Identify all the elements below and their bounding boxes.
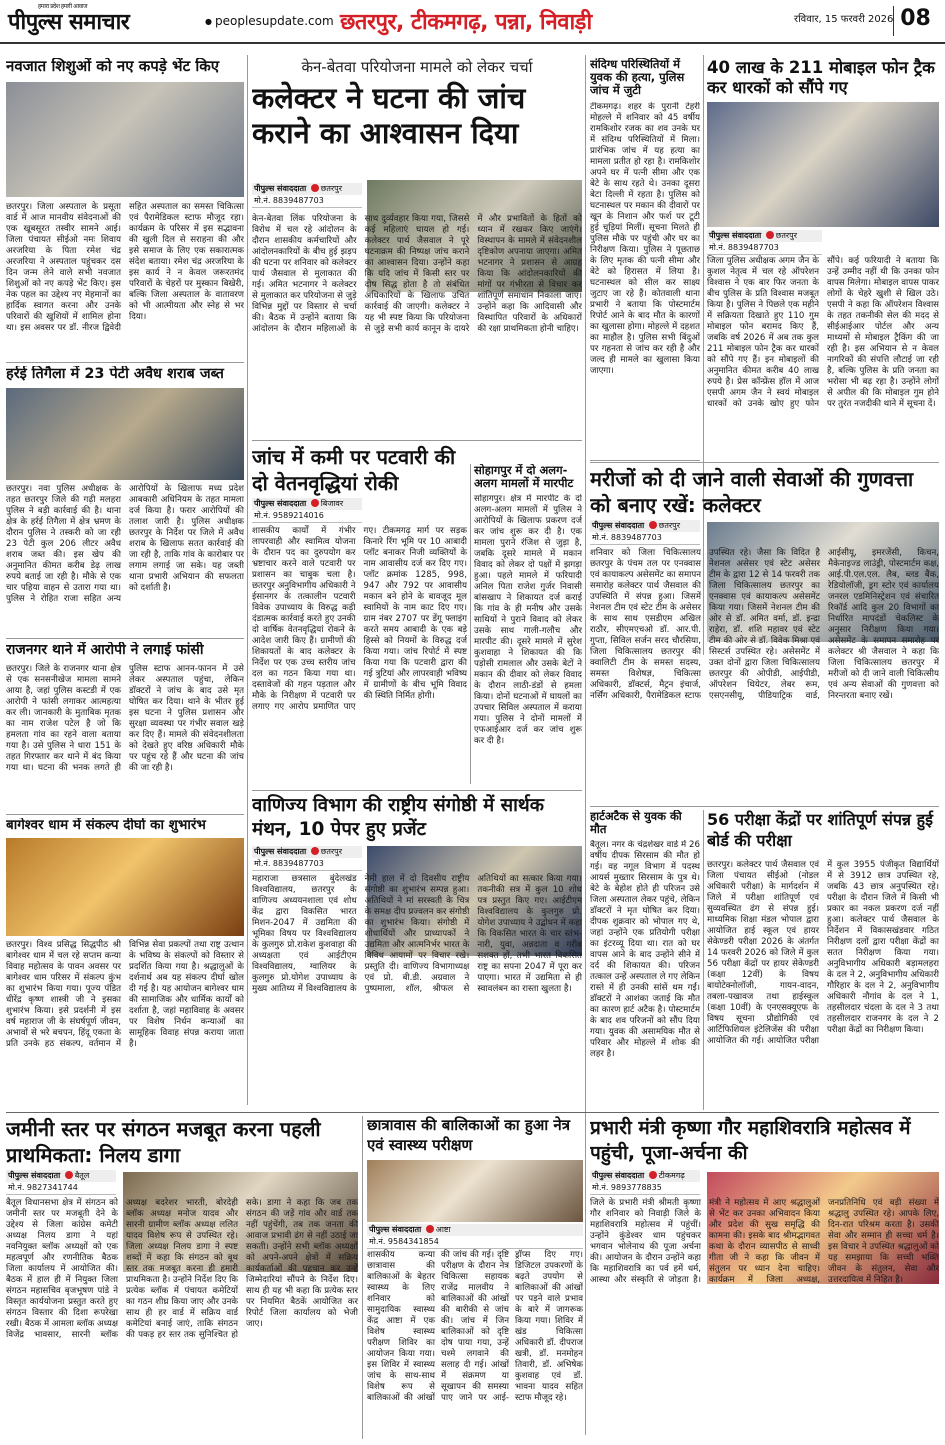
byline-place: छतरपुर — [320, 847, 342, 856]
article-bageshwar-dham — [6, 818, 244, 1108]
divider — [590, 460, 700, 461]
headline: हर्रई तिगैला में 23 पेटी अवैध शराब जब्त — [6, 366, 224, 382]
divider — [6, 362, 244, 363]
article-custody-suicide — [6, 642, 244, 812]
article-liquor-seizure — [6, 366, 244, 634]
article-congress-organisation — [6, 1116, 358, 1439]
article-body: छतरपुर। विश्व प्रसिद्ध सिद्धपीठ श्री बागेश्वर धाम में चल रहे सप्तम कन्या विवाह महोत्सव के पावन अवसर पर बागेश्वर धाम परिसर में संकल्प कुंभ का शुभारंभ किया गया। पूज्य पंडित धीरेंद्र कृष्ण शास्त्री जी ने इसका शुभारंभ किया। इसे प्रदर्शनी में इस वर्ष महाराज जी के संघर्षपूर्ण जीवन, अभावों से भरे बचपन, हिंदू एकता के प्रति उनके हठ संकल्प, वर्तमान में विभिन्न सेवा प्रकल्पों तथा राष्ट्र उत्थान के भविष्य के संकल्पों को विस्तार से प्रदर्शित किया गया है। श्रद्धालुओं के दर्शनार्थ अब यह संकल्प दीर्घा खोल दी गई है। यह आयोजन बागेश्वर धाम की सामाजिक और धार्मिक कार्यों को दर्शाता है, जहां महाविवाह के अवसर पर विशेष निर्धन कन्याओं का सामूहिक विवाह संपन्न कराया जाता है। — [6, 940, 244, 1049]
location-icon — [649, 521, 657, 529]
article-hospital-quality — [590, 466, 939, 801]
article-body: महाराजा छत्रसाल बुंदेलखंड विश्वविद्यालय, छतरपुर के वाणिज्य अध्ययनशाला एवं शोध केंद्र द्वारा विकसित भारत मिशन-2047 में उद्यमिता की भूमिका विषय पर विश्वविद्यालय के कुलगुरु प्रो.राकेश कुशवाहा की अध्यक्षता एवं आईटीएम विश्वविद्यालय, ग्वालियर के कुलगुरु प्रो.योगेश उपाध्याय के मुख्य आतिथ्य में विश्वविद्यालय के नेमी हाल में दो दिवसीय राष्ट्रीय संगोष्ठी का शुभारंभ सम्पन्न हुआ। अतिथियों ने मां सरस्वती के चित्र के समक्ष दीप प्रज्वलन कर संगोष्ठी का शुभारंभ किया। संगोष्ठी में शोधार्थियों और प्राध्यापकों ने उद्यमिता और आत्मनिर्भर भारत के विविध आयामों पर विचार रखे। प्रस्तुति दी। वाणिज्य विभागाध्यक्ष एवं प्रो. बी.डी. अग्रवाल ने पुष्पमाला, शॉल, श्रीफल से अतिथियों का सत्कार किया गया। तकनीकी सत्र में कुल 10 शोध पत्र प्रस्तुत किए गए। आईटीएम विश्वविद्यालय के कुलगुरु प्रो. योगेश उपाध्याय ने उद्बोधन में कहा कि विकसित भारत के चार स्तंभ- नारी, युवा, अन्नदाता व गरीब सशक्त हों, तभी भारत विकसित राष्ट्र का सपना 2047 में पूरा कर पाएगा। भारत में उद्यमिता से ही स्वावलंबन का रास्ता खुलता है। — [252, 874, 582, 994]
article-sohagpur-assault — [474, 464, 582, 784]
article-heart-attack — [590, 810, 700, 1110]
divider — [252, 440, 582, 441]
column-rule — [470, 464, 471, 784]
location-icon — [311, 184, 319, 192]
byline-mobile: मो.नं. 9827341744 — [6, 1182, 116, 1195]
article-commerce-seminar — [252, 794, 582, 1106]
byline-block — [707, 230, 822, 255]
headline: छात्रावास की बालिकाओं का हुआ नेत्र एवं स्वास्थ्य परीक्षण — [367, 1116, 570, 1154]
byline: पीपुल्स संवाददाता — [8, 1171, 61, 1180]
article-body: छतरपुर। जिले के राजनगर थाना क्षेत्र से एक सनसनीखेज मामला सामने आया है, जहां पुलिस कस्टडी में एक आरोपी ने फांसी लगाकर आत्महत्या कर ली। जानकारी के मुताबिक मृतक का नाम राजेश पटेल है जो कि हमलता गांव का रहने वाला बताया गया है। उसे पुलिस ने धारा 151 के तहत गिरफ्तार कर थाने में बंद किया गया था। घटना की भनक लगते ही पुलिस स्टाफ आनन-फानन में उसे लेकर अस्पताल पहुंचा, लेकिन डॉक्टरों ने जांच के बाद उसे मृत घोषित कर दिया। थाने के भीतर हुई इस घटना ने पुलिस प्रशासन और सुरक्षा व्यवस्था पर गंभीर सवाल खड़े कर दिए हैं। मामले की संवेदनशीलता को देखते हुए वरिष्ठ अधिकारी मौके पर पहुंच रहे हैं और घटना की जांच की जा रही है। — [6, 664, 244, 773]
divider — [590, 462, 939, 463]
headline: बागेश्वर धाम में संकल्प दीर्घा का शुभारंभ — [6, 818, 206, 833]
headline: जमीनी स्तर पर संगठन मजबूत करना पहली प्राथमिकता: निलय डागा — [6, 1117, 321, 1167]
headline: कलेक्टर ने घटना की जांच कराने का आश्वासन दिया — [252, 80, 526, 151]
byline-block — [252, 498, 362, 523]
byline-block — [252, 846, 362, 871]
headline: मरीजों को दी जाने वाली सेवाओं की गुणवत्ता को बनाए रखें: कलेक्टर — [590, 467, 914, 517]
headline: संदिग्ध परिस्थितियों में युवक की हत्या, पुलिस जांच में जुटी — [590, 58, 685, 98]
byline-place: आष्टा — [435, 1225, 451, 1234]
article-patwari-penalty — [252, 444, 467, 784]
location-icon — [311, 499, 319, 507]
byline: पीपुल्स संवाददाता — [709, 231, 762, 240]
byline-block — [6, 1170, 116, 1195]
photo-hospital — [6, 82, 244, 197]
masthead — [0, 0, 945, 44]
page-number: 08 — [893, 6, 937, 36]
divider — [590, 806, 939, 807]
photo-exhibition — [6, 838, 244, 936]
byline-mobile: मो.नं. 8839487703 — [707, 242, 822, 255]
byline: पीपुल्स संवाददाता — [369, 1225, 422, 1234]
byline-mobile: मो.नं. 9584341854 — [367, 1236, 583, 1249]
headline: 56 परीक्षा केंद्रों पर शांतिपूर्ण संपन्न हुई बोर्ड की परीक्षा — [707, 810, 933, 850]
byline: पीपुल्स संवाददाता — [592, 1171, 645, 1180]
byline-place: छतरपुर — [658, 521, 680, 530]
article-body: शनिवार को जिला चिकित्सालय छतरपुर के पंचम तल पर एनक्वास एवं कायाकल्प असेसमेंट का समापन समारोह कलेक्टर पार्थ जैसवाल की उपस्थिति में संपन्न हुआ। जिसमें नेशनल टीम एवं स्टेट टीम के असेसर के साथ साथ एसडीएम अखिल राठौर, सीएमएचओ डॉ. आर.पी. गुप्ता, सिविल सर्जन सरद चौरसिया, जिला चिकित्सालय छतरपुर की क्वालिटी टीम के समस्त सदस्य, समस्त विशेषज्ञ, चिकित्सा अधिकारी, डॉक्टर्स, मैट्रन इंचार्ज, नर्सिंग अधिकारी, पैरामेडिकल स्टाफ उपस्थित रहे। जैसा कि विदित है नेशनल असेसर एवं स्टेट असेसर टीम के द्वारा 12 से 14 फरवरी तक जिला चिकित्सालय छतरपुर का एनक्वास एवं कायाकल्प असेसमेंट किया गया। जिसमें नेशनल टीम की ओर से डॉ. अमित वर्मा, डॉ. इन्द्रा राहेरा, डॉ. शशि महावर एवं स्टेट टीम की ओर से डॉ. विवेक मिश्रा एवं सिस्टर्स उपस्थित रहे। असेसमेंट में उक्त दोनों द्वारा जिला चिकित्सालय छतरपुर की ओपीडी, आईपीडी, ऑपरेशन थियेटर, लेबर रूम, एसएनसीयू, पीडियाट्रिक वार्ड, आईसीयू, इमरजेंसी, किचन, मैकेनाइज्ड लाउंड्री, पोस्टमार्टम कक्ष, आई.पी.एल.एल. लैब, ब्लड बैंक, रेडियोलॉजी, ड्रग स्टोर एवं कार्यालय जनरल एडमिनिस्ट्रेशन एवं संचारित रिकॉर्ड आदि कुल 20 विभागों का निर्धारित मापदंडों चेकलिस्ट के अनुसार निरीक्षण किया गया। असेसमेंट के समापन समारोह पर कलेक्टर श्री जैसवाल ने कहा कि जिला चिकित्सालय छतरपुर में मरीजों को दी जाने वाली चिकित्सीय एवं अन्य सेवाओं की गुणवत्ता को निरन्तरता बनाए रखें। — [590, 548, 939, 701]
logo-tagline: हमारा प्रदेश हमारी आवाज — [38, 3, 88, 10]
photo-eye-checkup — [367, 1160, 583, 1222]
byline-mobile: मो.नं. 9589214016 — [252, 510, 362, 523]
column-rule — [247, 55, 248, 1105]
byline-place: छतरपुर — [320, 184, 342, 193]
byline-mobile: मो.नं. 8839487703 — [590, 532, 700, 545]
photo-police-team — [6, 388, 244, 480]
article-body: छतरपुर। कलेक्टर पार्थ जैसवाल एवं जिला पंचायत सीईओ (नोडल अधिकारी परीक्षा) के मार्गदर्शन में जिले में परीक्षा शांतिपूर्ण एवं सुव्यवस्थित ढंग से संपन्न हुई। माध्यमिक शिक्षा मंडल भोपाल द्वारा आयोजित हाई स्कूल एवं हायर सेकेण्डरी परीक्षा 2026 के अंतर्गत 14 फरवरी 2026 को जिले में कुल 56 परीक्षा केंद्रों पर हायर सेकेण्डरी (कक्षा 12वीं) के विषय बायोटेक्नोलॉजी, गायन-वादन, तबला-पखावज तथा हाईस्कूल (कक्षा 10वीं) के एनएसक्यूएफ के विषय सूचना प्रौद्योगिकी एवं आर्टिफिशियल इंटेलिजेंस की परीक्षा आयोजित की गई। आयोजित परीक्षा में कुल 3955 पंजीकृत विद्यार्थियों में से 3912 छात्र उपस्थित रहे, जबकि 43 छात्र अनुपस्थित रहे। परीक्षा के दौरान जिले में किसी भी प्रकार का नकल प्रकरण दर्ज नहीं हुआ। कलेक्टर पार्थ जैसवाल के निर्देशन में विकासखंडवार गठित निरीक्षण दलों द्वारा परीक्षा केंद्रों का सतत निरीक्षण किया गया। अनुविभागीय अधिकारी बड़ामलहरा के दल ने 2, अनुविभागीय अधिकारी गौरिहार के दल ने 2, अनुविभागीय अधिकारी नौगांव के दल ने 1, तहसीलदार चंदला के दल ने 3 तथा तहसीलदार राजनगर के दल ने 2 परीक्षा केंद्रों का निरीक्षण किया। — [707, 860, 939, 1046]
byline-mobile: मो.नं. 9893778835 — [590, 1182, 700, 1195]
divider — [6, 638, 244, 639]
byline-mobile: मो.नं. 8839487703 — [252, 858, 362, 871]
article-minister-mahashivratri — [590, 1116, 939, 1439]
headline: हार्टअटैक से युवक की मौत — [590, 810, 682, 837]
article-body: छतरपुर। नवा पुलिस अधीक्षक के तहत छतरपुर जिले की गढ़ी मलहरा पुलिस ने बड़ी कार्रवाई की है। थाना क्षेत्र के हर्रई तिगैला में क्षेत्र भ्रमण के दौरान पुलिस ने तस्करी को जा रही 23 पेटी कुल 206 लीटर अवैध शराब जब्त की। इस खेप की अनुमानित कीमत करीब डेढ़ लाख रुपये बताई जा रही है। मौके से एक चार पहिया वाहन से उतारा गया था। पुलिस ने रोहित राजा सहित अन्य आरोपियों के खिलाफ मध्य प्रदेश आबकारी अधिनियम के तहत मामला दर्ज किया है। फरार आरोपियों की तलाश जारी है। पुलिस अधीक्षक छतरपुर के निर्देश पर जिले में अवैध शराब के खिलाफ सतत कार्रवाई की जा रही है, ताकि गांव के कारोबार पर लगाम लगाई जा सके। यह जब्ती थाना प्रभारी अभियान की सफलता को दर्शाती है। — [6, 484, 244, 604]
article-body: शासकीय कार्यों में गंभीर लापरवाही और स्वामित्व योजना के दौरान पद का दुरुपयोग कर भ्रष्टाचार करने वाले पटवारी पर प्रशासन का चाबुक चला है। छतरपुर अनुविभागीय अधिकारी ने ईसानगर के तत्कालीन पटवारी विवेक उपाध्याय के विरुद्ध कड़ी दंडात्मक कार्रवाई करते हुए उनकी दो वार्षिक वेतनवृद्धियां रोकने के आदेश जारी किए हैं। ग्रामीणों की शिकायतों के बाद कलेक्टर के निर्देश पर एक उच्च स्तरीय जांच दल का गठन किया गया था। दस्तावेजों की गहन पड़ताल और मौके के निरीक्षण में पटवारी पर लगाए गए आरोप प्रमाणित पाए गए। टीकमगढ़ मार्ग पर सड़क किनारे रिंग भूमि पर 10 आबादी प्लॉट बनाकर निजी व्यक्तियों के नाम आवासीय दर्ज कर दिए गए। प्लॉट क्रमांक 1285, 998, 947 और 792 पर आवासीय मकान बने होने के बावजूद मूल स्वामियों के नाम काट दिए गए। ग्राम नंबर 2707 पर डेंगू फ्लाइंग करते समय आबादी के एक बड़े हिस्से को नियमों के विरुद्ध दर्ज किया गया। जांच रिपोर्ट में स्पष्ट किया गया कि पटवारी द्वारा की गई त्रुटियां और लापरवाही भविष्य में ग्रामीणों के बीच भूमि विवाद की स्थिति निर्मित होगी। — [252, 526, 467, 712]
headline: सोहागपुर में दो अलग-अलग मामलों में मारपीट — [474, 464, 574, 491]
article-body: जिले के प्रभारी मंत्री श्रीमती कृष्णा गौर शनिवार को निवाड़ी जिले के महाशिवरात्रि महोत्सव में पहुंचीं। उन्होंने कुंडेश्वर धाम पहुंचकर भगवान भोलेनाथ की पूजा अर्चना की। आयोजन के दौरान उन्होंने कहा कि महाशिवरात्रि का पर्व हमें धर्म, आस्था और संस्कृति से जोड़ता है। मंत्री ने महोत्सव में आए श्रद्धालुओं से भेंट कर उनका अभिवादन किया और प्रदेश की सुख समृद्धि की कामना की। इसके बाद श्रीमद्भागवत कथा के दौरान व्यासपीठ से साध्वी गीता जी ने कहा कि जीवन में संतुलन पर ध्यान देना चाहिए। कार्यक्रम में जिला अध्यक्ष, जनप्रतिनिधि एवं बड़ी संख्या में श्रद्धालु उपस्थित रहे। आपके लिए, दिन-रात परिश्रम करता है। उसकी सेवा और सम्मान ही सच्चा धर्म है। इस विचार ने उपस्थित श्रद्धालुओं को यह समझाया कि सच्ची भक्ति जीवन के संतुलन, सेवा और उत्तरदायित्व में निहित है। — [590, 1198, 939, 1285]
article-body: शासकीय कन्या छात्रावास की बालिकाओं के बेहतर स्वास्थ्य के लिए शनिवार को सामुदायिक स्वास्थ्य केंद्र आष्टा में एक विशेष स्वास्थ्य परीक्षण शिविर का आयोजन किया गया। इस शिविर में स्वास्थ्य जांच के साथ-साथ विशेष रूप से बालिकाओं की आंखों की जांच की गई। दृष्टि परीक्षण के दौरान नेत्र चिकित्सा सहायक राजेंद्र मालवीय ने बालिकाओं की आंखों की बारीकी से जांच की। जांच में जिन बालिकाओं को दृष्टि दोष पाया गया, उन्हें चश्मे लगवाने की सलाह दी गई। आंखों में संक्रमण या सूखापन की समस्या पाए जाने पर आई-ड्रॉप्स दिए गए। डिजिटल उपकरणों के बढ़ते उपयोग से बालिकाओं की आंखों पर पड़ने वाले प्रभाव के बारे में जागरूक किया गया। शिविर में खंड चिकित्सा अधिकारी डॉ. दीपराज खत्री, डॉ. मनमोहन तिवारी, डॉ. अभिषेक कुशवाह एवं डॉ. भावना यादव सहित स्टाफ मौजूद रहे। — [367, 1250, 583, 1403]
byline-place: टीकमगढ़ — [658, 1171, 685, 1180]
article-body: केन-बेतवा लिंक परियोजना के विरोध में चल रहे आंदोलन के दौरान शासकीय कर्मचारियों और आंदोलनकारियों के बीच हुई झड़प की घटना पर शनिवार को कलेक्टर पार्थ जैसवाल से मुलाकात की गई। अमित भटनागर ने कलेक्टर से मुलाकात कर परियोजना से जुड़े विभिन्न मुद्दों पर विस्तार से चर्चा की। बैठक में उन्होंने बताया कि आंदोलन के दौरान महिलाओं के साथ दुर्व्यवहार किया गया, जिससे कई महिलाएं घायल हो गई। कलेक्टर पार्थ जैसवाल ने पूरे घटनाक्रम की निष्पक्ष जांच कराने का आश्वासन दिया। उन्होंने कहा कि यदि जांच में किसी स्तर पर दोष सिद्ध होता है तो संबंधित अधिकारियों के खिलाफ उचित कार्रवाई की जाएगी। कलेक्टर ने यह भी स्पष्ट किया कि परियोजना से जुड़े सभी कार्य कानून के दायरे में और प्रभावितों के हितों को ध्यान में रखकर किए जाएंगे। विस्थापन के मामले में संवेदनशील दृष्टिकोण अपनाया जाएगा। अमित भटनागर ने प्रशासन से आग्रह किया कि आंदोलनकारियों की मांगों पर गंभीरता से विचार कर शांतिपूर्ण समाधान निकाला जाए। उन्होंने कहा कि आदिवासी और विस्थापित परिवारों के अधिकारों की रक्षा प्राथमिकता होनी चाहिए। — [252, 214, 582, 334]
headline: 40 लाख के 211 मोबाइल फोन ट्रैक कर धारकों को सौंपे गए — [707, 58, 935, 97]
article-hostel-eye-checkup — [367, 1116, 583, 1439]
location-icon — [65, 1171, 73, 1179]
byline-place: छतरपुर — [775, 231, 797, 240]
article-body: बैतूल। नगर के चंद्रशेखर वार्ड में 26 वर्षीय दीपक सिरसाम की मौत हो गई। वह नगूल विभाग में पदस्थ आयर्स मुख्तार सिरसाम के पुत्र थे। बेटे के बेहोश होते ही परिजन उसे जिला अस्पताल लेकर पहुंचे, लेकिन डॉक्टरों ने मृत घोषित कर दिया। दीपक शुक्रवार को भोपाल गए थे, जहां उन्होंने एक प्रतियोगी परीक्षा का इंटरव्यू दिया था। रात को घर वापस आने के बाद उन्होंने सीने में दर्द की शिकायत की। परिजन तत्काल उन्हें अस्पताल ले गए लेकिन रास्ते में ही उनकी सांसें थम गईं। डॉक्टरों ने आशंका जताई कि मौत का कारण हार्ट अटैक है। पोस्टमार्टम के बाद शव परिजनों को सौंप दिया गया। युवक की असामयिक मौत से परिवार और मोहल्ले में शोक की लहर है। — [590, 840, 700, 1060]
article-newborn-clothes — [6, 58, 244, 358]
headline: प्रभारी मंत्री कृष्णा गौर महाशिवरात्रि महोत्सव में पहुंची, पूजा-अर्चना की — [590, 1117, 911, 1164]
edition-date: रविवार, 15 फरवरी 2026 — [794, 14, 894, 25]
article-mobile-recovery — [707, 58, 939, 458]
article-murder-case — [590, 58, 700, 453]
logo-text: पीपुल्स समाचार — [8, 9, 130, 35]
article-ken-betwa — [252, 58, 582, 438]
headline: वाणिज्य विभाग की राष्ट्रीय संगोष्ठी में सार्थक मंथन, 10 पेपर हुए प्रजेंट — [252, 795, 544, 841]
headline: नवजात शिशुओं को नए कपड़े भेंट किए — [6, 58, 220, 75]
byline-block — [590, 520, 700, 545]
column-rule — [703, 810, 704, 1110]
column-rule — [362, 1116, 363, 1439]
location-icon — [649, 1171, 657, 1179]
headline: जांच में कमी पर पटवारी की दो वेतनवृद्धियां रोकी — [252, 445, 456, 495]
newspaper-logo — [8, 3, 130, 36]
location-icon — [766, 231, 774, 239]
byline-place: बैतूल — [74, 1171, 90, 1180]
article-body: टीकमगढ़। शहर के पुरानी टेहरी मोहल्ले में शनिवार को 45 वर्षीय रामकिशोर रजक का शव उनके घर में संदिग्ध परिस्थितियों में मिला। प्रारंभिक जांच में यह हत्या का मामला प्रतीत हो रहा है। रामकिशोर अपने घर में पत्नी सीमा और एक बेटे के साथ रहते थे। उनका दूसरा बेटा दिल्ली में रहता है। पुलिस को घटनास्थल पर मकान की दीवारों पर खून के निशान और फर्श पर टूटी हुई चूड़ियां मिलीं। सूचना मिलते ही पुलिस मौके पर पहुंची और घर का निरीक्षण किया। पुलिस ने पूछताछ के लिए मृतक की पत्नी सीमा और बेटे को हिरासत में लिया है। घटनास्थल को सील कर साक्ष्य जुटाए जा रहे हैं। कोतवाली थाना प्रभारी ने बताया कि पोस्टमार्टम रिपोर्ट आने के बाद मौत के कारणों का खुलासा होगा। मोहल्ले में दहशत का माहौल है। पुलिस सभी बिंदुओं पर गहनता से जांच कर रही है और जल्द ही मामले का खुलासा किया जाएगा। — [590, 101, 700, 376]
divider — [252, 790, 582, 791]
byline-place: बिजावर — [320, 499, 344, 508]
byline: पीपुल्स संवाददाता — [254, 499, 307, 508]
website-url[interactable]: ● peoplesupdate.com — [205, 14, 334, 29]
byline-mobile: मो.नं. 8839487703 — [252, 195, 362, 208]
edition-region: छतरपुर, टीकमगढ़, पन्ना, निवाड़ी — [340, 10, 592, 35]
location-icon — [426, 1225, 434, 1233]
byline-block — [590, 1170, 700, 1195]
article-body: सोहागपुर। क्षेत्र में मारपीट के दो अलग-अलग मामलों में पुलिस ने आरोपियों के खिलाफ प्रकरण दर्ज कर जांच शुरू कर दी है। एक मामला पुराने रंजिश से जुड़ा है, जबकि दूसरे मामले में मकान विवाद को लेकर दो पक्षों में झगड़ा हुआ। पहले मामले में फरियादी अनिल पिता राजेश गुर्जर निवासी बांसखाप ने शिकायत दर्ज कराई कि गांव के ही मनीष और उसके साथियों ने पुराने विवाद को लेकर उसके साथ गाली-गलौच और मारपीट की। दूसरे मामले में सुरेश कुशवाहा ने शिकायत की कि पड़ोसी रामलाल और उसके बेटों ने मकान की दीवार को लेकर विवाद के दौरान लाठी-डंडों से हमला किया। दोनों घटनाओं में घायलों का उपचार सिविल अस्पताल में कराया गया। पुलिस ने दोनों मामलों में एफआईआर दर्ज कर जांच शुरू कर दी है। — [474, 494, 582, 747]
article-body: बैतूल विधानसभा क्षेत्र में संगठन को जमीनी स्तर पर मजबूती देने के उद्देश्य से जिला कांग्रेस कमेटी अध्यक्ष निलय डागा ने यहां नवनियुक्त ब्लॉक अध्यक्षों को एक महत्वपूर्ण और रणनीतिक बैठक जिला कार्यालय में आयोजित की। बैठक में हाल ही में नियुक्त जिला संगठन महासचिव बृजभूषण पांडे ने विस्तृत कार्ययोजना प्रस्तुत करते हुए संगठन विस्तार की दिशा रूपरेखा रखी। बैठक में आमला ब्लॉक अध्यक्ष विजेंद्र भावसार, सारनी ब्लॉक अध्यक्ष बदरेशर भारती, बोरदेही ब्लॉक अध्यक्ष मनोज यादव और सारनी ग्रामीण ब्लॉक अध्यक्ष ललित यादव विशेष रूप से उपस्थित रहे। जिला अध्यक्ष निलय डागा ने स्पष्ट शब्दों में कहा कि संगठन को बूथ स्तर तक मजबूत करना ही हमारी प्राथमिकता है। उन्होंने निर्देश दिए कि प्रत्येक ब्लॉक में पंचायत कमेटियों का गठन शीघ्र किया जाए और उनके साथ ही हर वार्ड में सक्रिय वार्ड कमेटियां बनाई जाएं, ताकि संगठन की पकड़ हर स्तर तक सुनिश्चित हो सके। डागा ने कहा कि जब तक संगठन की जड़ें गांव और वार्ड तक नहीं पहुंचेंगी, तब तक जनता की आवाज प्रभावी ढंग से नहीं उठाई जा सकती। उन्होंने सभी ब्लॉक अध्यक्षों को अपने-अपने क्षेत्रों में सक्रिय कार्यकर्ताओं की पहचान कर उन्हें जिम्मेदारियां सौंपने के निर्देश दिए। साथ ही यह भी कहा कि प्रत्येक स्तर पर नियमित बैठकें आयोजित कर रिपोर्ट जिला कार्यालय को भेजी जाए। — [6, 1198, 358, 1340]
byline: पीपुल्स संवाददाता — [592, 521, 645, 530]
column-rule — [585, 55, 586, 1435]
byline-block — [252, 183, 362, 208]
article-board-exam — [707, 810, 939, 1110]
article-body: छतरपुर। जिला अस्पताल के प्रसूता वार्ड में आज मानवीय संवेदनाओं की एक खूबसूरत तस्वीर सामने आई। जिला पंचायत सीईओ नमः शिवाय अरजरिया के पिता रमेश चंद्र अरजरिया ने अस्पताल पहुंचकर दस दिन जन्म लेने वाले सभी नवजात शिशुओं को नए कपड़े भेंट किए। इस नेक पहल का उद्देश्य नए मेहमानों का हार्दिक स्वागत करना और उनके परिवारों की खुशियों में शामिल होना था। इस अवसर पर डॉ. नीरज द्विवेदी सहित अस्पताल का समस्त चिकित्सा एवं पैरामेडिकल स्टाफ मौजूद रहा। कार्यक्रम के परिसर में इस सद्भावना की खुली दिल से सराहना की और इसे समाज के लिए एक सकारात्मक संदेश बताया। रमेश चंद्र अरजरिया के इस कार्य ने न केवल जरूरतमंद परिवारों के चेहरों पर मुस्कान बिखेरी, बल्कि जिला अस्पताल के वातावरण को भी आत्मीयता और स्नेह से भर दिया। — [6, 202, 244, 333]
photo-police-handover — [707, 102, 939, 227]
headline: राजनगर थाने में आरोपी ने लगाई फांसी — [6, 642, 204, 658]
byline-block — [367, 1224, 583, 1249]
byline: पीपुल्स संवाददाता — [254, 184, 307, 193]
divider — [6, 1112, 939, 1113]
article-body: जिला पुलिस अधीक्षक अगम जैन के कुशल नेतृत्व में चल रहे ऑपरेशन विश्वास ने एक बार फिर जनता के बीच पुलिस के प्रति विश्वास मजबूत किया है। पुलिस ने पिछले एक महीने में सक्रियता दिखाते हुए 110 गुम मोबाइल फोन बरामद किए हैं, जबकि वर्ष 2026 में अब तक कुल 211 मोबाइल फोन ट्रैक कर धारकों को सौंपे गए हैं। इन मोबाइलों की अनुमानित कीमत करीब 40 लाख रुपये है। प्रेस कॉन्फ्रेंस हॉल में आज एसपी अगम जैन ने स्वयं मोबाइल धारकों को उनके खोए हुए फोन सौंपे। कई फरियादी ने बताया कि उन्हें उम्मीद नहीं थी कि उनका फोन वापस मिलेगा। मोबाइल वापस पाकर लोगों के चेहरे खुशी से खिल उठे। एसपी ने कहा कि ऑपरेशन विश्वास के तहत तकनीकी सेल की मदद से सीईआईआर पोर्टल और अन्य माध्यमों से मोबाइल ट्रैकिंग की जा रही है। इस अभियान से न केवल नागरिकों की संपत्ति लौटाई जा रही है, बल्कि पुलिस के प्रति जनता का भरोसा भी बढ़ रहा है। उन्होंने लोगों से अपील की कि मोबाइल गुम होने पर तुरंत नजदीकी थाने में सूचना दें। — [707, 256, 939, 409]
byline: पीपुल्स संवाददाता — [254, 847, 307, 856]
divider — [6, 814, 244, 815]
location-icon — [311, 847, 319, 855]
kicker: केन-बेतवा परियोजना मामले को लेकर चर्चा — [301, 58, 533, 76]
